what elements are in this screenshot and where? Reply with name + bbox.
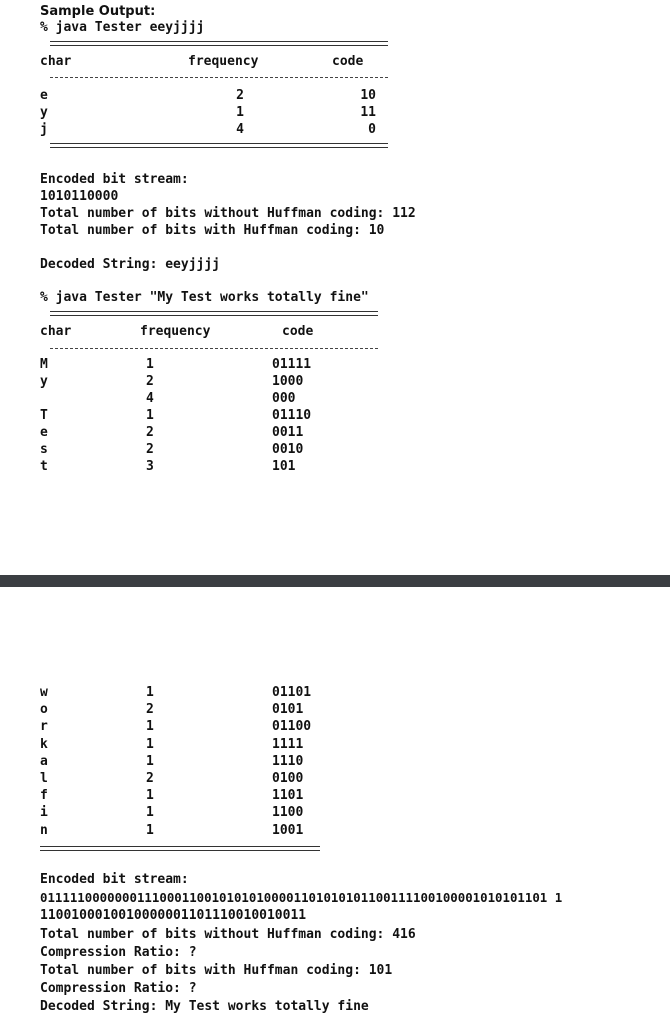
run1-encoded-label: Encoded bit stream: xyxy=(40,172,189,187)
run1-bits-with: Total number of bits with Huffman coding: 10 xyxy=(40,223,385,238)
run2-cell-code: 0101 xyxy=(272,702,304,718)
run1-bits-without: Total number of bits without Huffman coding: 112 xyxy=(40,206,416,221)
run2-cell-code: 1100 xyxy=(272,805,304,821)
run2-command: % java Tester "My Test works totally fine" xyxy=(40,290,369,305)
run1-cell-code: 11 xyxy=(360,105,376,120)
run2-cell-frequency: 1 xyxy=(146,685,154,700)
run2-cell-char: y xyxy=(40,374,48,389)
run2-cell-code: 0011 xyxy=(272,425,304,440)
run2-cell-char: a xyxy=(40,753,48,769)
run2-cell-frequency: 2 xyxy=(146,771,154,786)
run2-cell-code: 1001 xyxy=(272,822,304,838)
run2-cell-char: l xyxy=(40,771,48,786)
run2-cell-frequency: 1 xyxy=(146,408,154,423)
run2-cell-code: 0010 xyxy=(272,442,304,457)
run1-command: % java Tester eeyjjjj xyxy=(40,20,205,35)
run2-cell-char: e xyxy=(40,425,48,440)
run2-ratio-1: Compression Ratio: ? xyxy=(40,945,197,960)
run2-cell-frequency: 1 xyxy=(146,805,154,821)
run1-cell-code: 10 xyxy=(360,88,376,103)
run2-cell-frequency: 2 xyxy=(146,442,154,457)
run2-cell-char: t xyxy=(40,459,48,474)
run2-cell-code: 0100 xyxy=(272,771,304,786)
run1-cell-frequency: 2 xyxy=(236,88,244,103)
run2-cell-frequency: 1 xyxy=(146,357,154,372)
run2-cell-frequency: 1 xyxy=(146,719,154,735)
run1-encoded-bits: 1010110000 xyxy=(40,189,119,204)
run1-top-rule xyxy=(50,41,388,46)
run2-cell-frequency: 1 xyxy=(146,788,154,804)
run2-cell-code: 000 xyxy=(272,391,296,406)
run2-cell-char: o xyxy=(40,702,48,718)
run2-cell-frequency: 4 xyxy=(146,391,154,406)
run1-header-char: char xyxy=(40,54,72,69)
run2-header-divider xyxy=(50,348,378,349)
run2-cell-char: f xyxy=(40,788,48,804)
run2-bottom-rule xyxy=(40,846,320,851)
run2-cell-frequency: 1 xyxy=(146,736,154,752)
run1-cell-frequency: 4 xyxy=(236,122,244,137)
run1-cell-char: y xyxy=(40,105,48,120)
run2-bits-with: Total number of bits with Huffman coding: 101 xyxy=(40,963,393,978)
run2-top-rule xyxy=(50,311,378,316)
run1-cell-char: j xyxy=(40,122,48,137)
run2-cell-code: 01101 xyxy=(272,685,312,700)
run2-cell-char: M xyxy=(40,357,48,372)
run2-cell-frequency: 2 xyxy=(146,702,154,718)
page-separator xyxy=(0,575,670,587)
run2-cell-code: 01111 xyxy=(272,357,312,372)
run2-cell-code: 01100 xyxy=(272,719,312,735)
run2-cell-frequency: 1 xyxy=(146,753,154,769)
run2-cell-code: 1101 xyxy=(272,788,304,804)
run2-header-char: char xyxy=(40,324,72,339)
run2-cell-char: T xyxy=(40,408,48,423)
run2-cell-char: r xyxy=(40,719,48,735)
run2-encoded-bits-line2: 1100100010010000001101110010010011 xyxy=(40,908,307,923)
run2-encoded-label: Encoded bit stream: xyxy=(40,872,189,887)
run2-decoded: Decoded String: My Test works totally fine xyxy=(40,999,369,1014)
run2-cell-char: w xyxy=(40,685,48,700)
run1-cell-char: e xyxy=(40,88,48,103)
run2-bits-without: Total number of bits without Huffman coding: 416 xyxy=(40,927,416,942)
run2-ratio-2: Compression Ratio: ? xyxy=(40,981,197,996)
run1-header-frequency: frequency xyxy=(188,54,259,69)
run2-cell-code: 1000 xyxy=(272,374,304,389)
run2-cell-char: n xyxy=(40,822,48,838)
run2-cell-frequency: 1 xyxy=(146,822,154,838)
run2-cell-frequency: 2 xyxy=(146,374,154,389)
run2-encoded-bits-line1: 01111100000001110001100101010100001101010101100111100100001010101101 1 xyxy=(40,890,563,905)
run2-cell-char: s xyxy=(40,442,48,457)
run2-cell-char: k xyxy=(40,736,48,752)
run1-cell-code: 0 xyxy=(368,122,376,137)
run1-bottom-rule xyxy=(50,143,388,148)
run2-cell-char: i xyxy=(40,805,48,821)
run1-decoded: Decoded String: eeyjjjj xyxy=(40,257,221,272)
run1-header-divider xyxy=(50,77,388,78)
sample-output-heading: Sample Output: xyxy=(40,4,156,19)
run2-cell-code: 1111 xyxy=(272,736,304,752)
run1-header-code: code xyxy=(332,54,364,69)
run2-cell-code: 101 xyxy=(272,459,296,474)
run2-header-frequency: frequency xyxy=(140,324,211,339)
run1-cell-frequency: 1 xyxy=(236,105,244,120)
run2-cell-code: 1110 xyxy=(272,753,304,769)
run2-cell-frequency: 3 xyxy=(146,459,154,474)
run2-header-code: code xyxy=(282,324,314,339)
run2-cell-code: 01110 xyxy=(272,408,312,423)
run2-cell-frequency: 2 xyxy=(146,425,154,440)
